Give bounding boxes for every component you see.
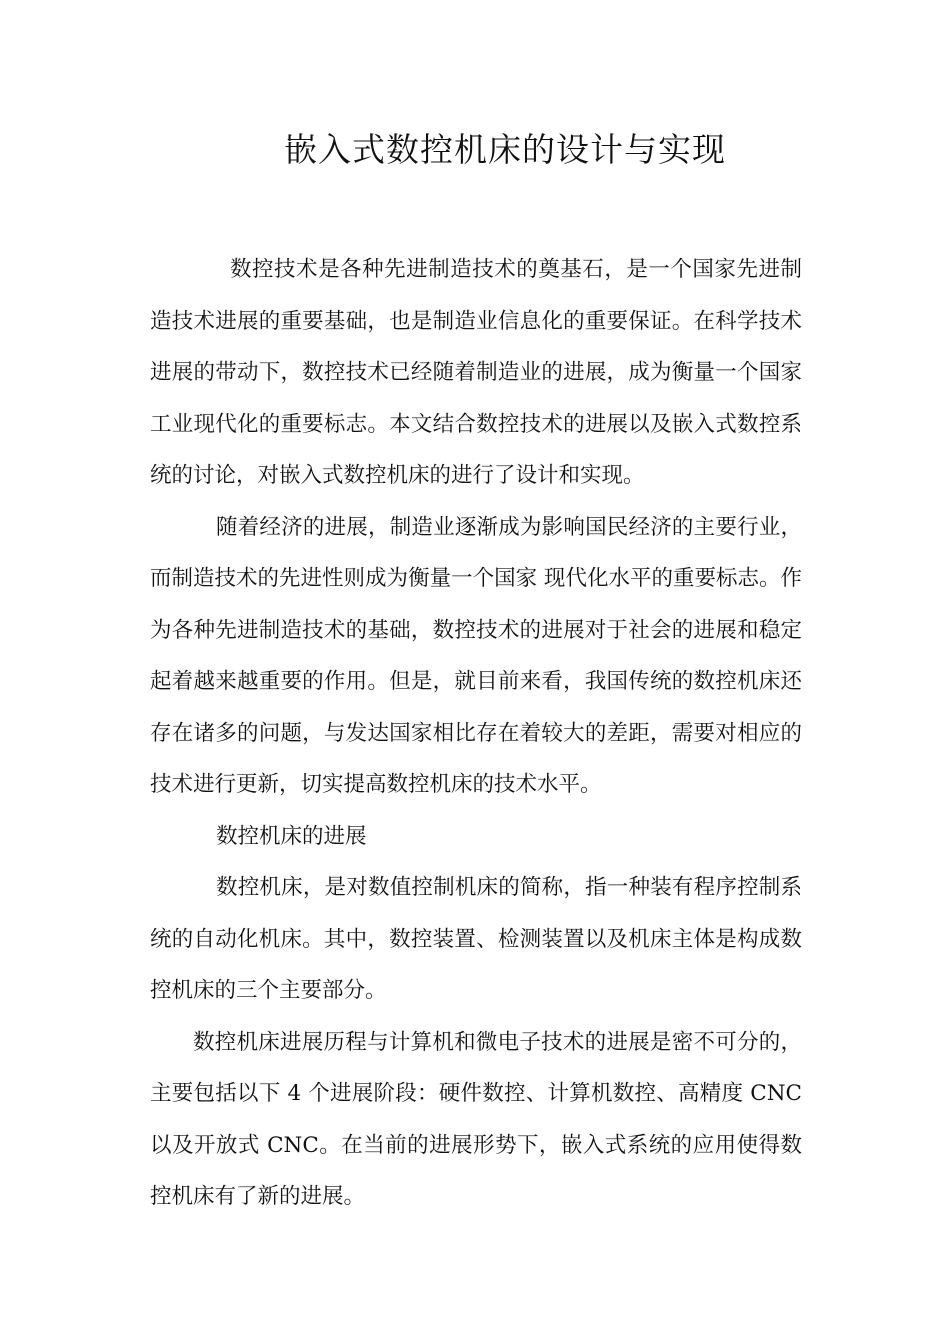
document-title: 嵌入式数控机床的设计与实现: [284, 130, 726, 169]
paragraph-background: 随着经济的进展，制造业逐渐成为影响国民经济的主要行业，而制造技术的先进性则成为衡量一个国家 现代化水平的重要标志。作为各种先进制造技术的基础，数控技术的进展对于社会的进展和稳定起着越来越重要的作用。但是，就目前来看，我国传统的数控机床还存在诸多的问题，与发达国家相比存在着较大的差距，需要对相应的技术进行更新，切实提高数控机床的技术水平。: [150, 514, 802, 797]
paragraph-history: 数控机床进展历程与计算机和微电子技术的进展是密不可分的，主要包括以下 4 个进展阶段：硬件数控、计算机数控、高精度 CNC 以及开放式 CNC。在当前的进展形势下，嵌入式系统的应用使得数控机床有了新的进展。: [150, 1029, 802, 1209]
section-heading: 数控机床的进展: [216, 823, 367, 849]
paragraph-intro: 数控技术是各种先进制造技术的奠基石，是一个国家先进制造技术进展的重要基础，也是制造业信息化的重要保证。在科学技术进展的带动下，数控技术已经随着制造业的进展，成为衡量一个国家工业现代化的重要标志。本文结合数控技术的进展以及嵌入式数控系统的讨论，对嵌入式数控机床的进行了设计和实现。: [150, 257, 802, 488]
document-body: [150, 244, 802, 1223]
paragraph-definition: 数控机床，是对数值控制机床的简称，指一种装有程序控制系统的自动化机床。其中，数控装置、检测装置以及机床主体是构成数控机床的三个主要部分。: [150, 875, 802, 1003]
